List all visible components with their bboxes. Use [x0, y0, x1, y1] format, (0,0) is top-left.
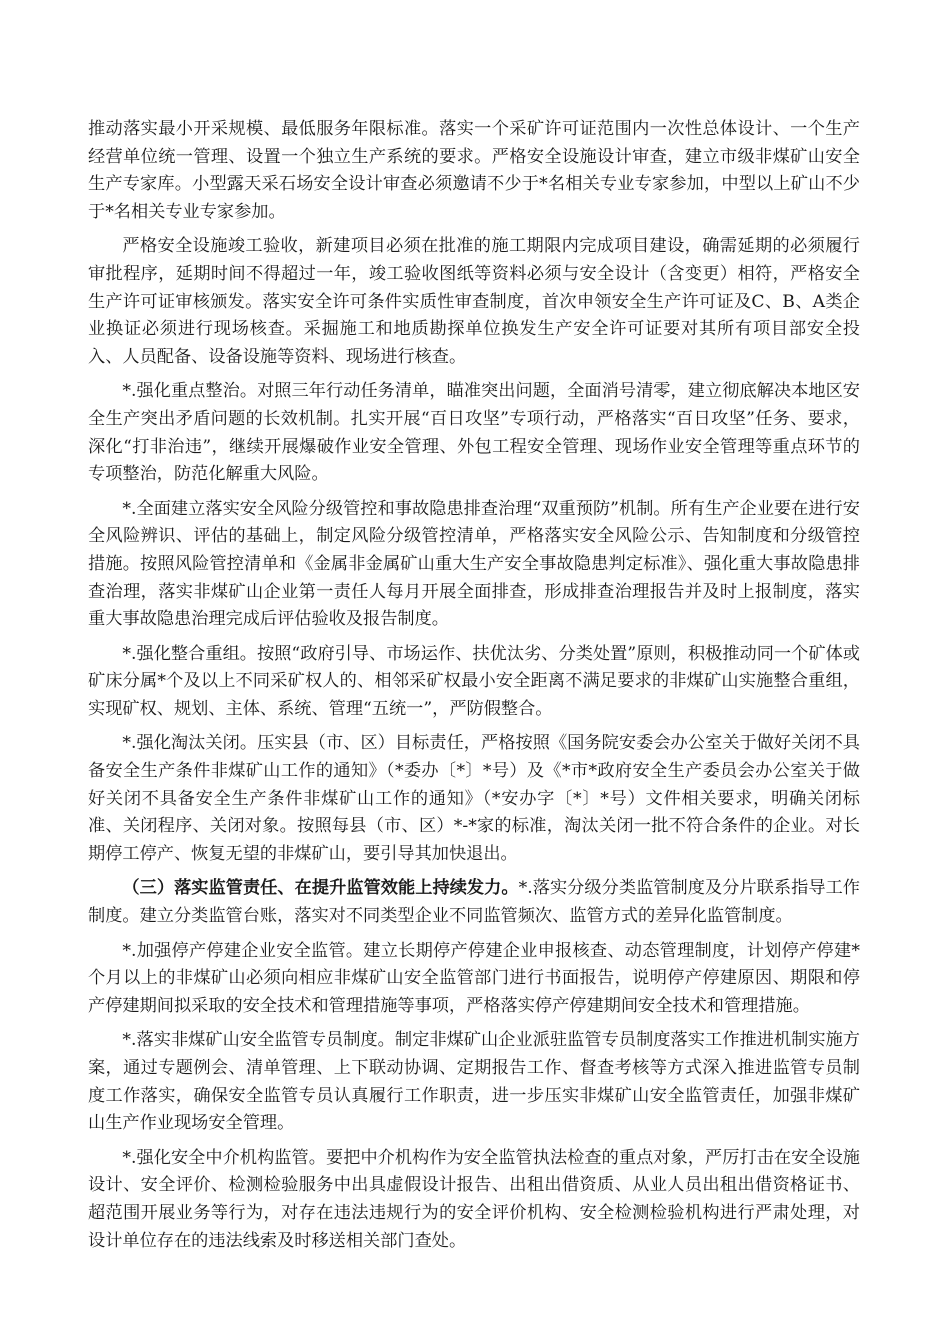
paragraph-text: 推动落实最小开采规模、最低服务年限标准。落实一个采矿许可证范围内一次性总体设计、一个生产经营单位统一管理、设置一个独立生产系统的要求。严格安全设施设计审查，建立市级非煤矿山安全生产专家库。小型露天采石场安全设计审查必须邀请不少于*名相关专业专家参加，中型以上矿山不少于*名相关专业专家参加。 [88, 119, 860, 222]
paragraph-text: *.强化安全中介机构监管。要把中介机构作为安全监管执法检查的重点对象，严厉打击在安全设施设计、安全评价、检测检验服务中出具虚假设计报告、出租出借资质、从业人员出租出借资格证书、超范围开展业务等行为，对存在违法违规行为的安全评价机构、安全检测检验机构进行严肃处理，对设计单位存在的违法线索及时移送相关部门查处。 [88, 1147, 860, 1251]
paragraph-text: *.落实分级分类监管制度及分片联系指导工作制度。建立分类监管台账，落实对不同类型企业不同监管频次、监管方式的差异化监管制度。 [88, 878, 860, 927]
paragraph-text: *.强化重点整治。对照三年行动任务清单，瞄准突出问题，全面消号清零，建立彻底解决本地区安全生产突出矛盾问题的长效机制。扎实开展“百日攻坚”专项行动，严格落实“百日攻坚”任务、要求，深化“打非治违”，继续开展爆破作业安全管理、外包工程安全管理、现场作业安全管理等重点环节的专项整治，防范化解重大风险。 [88, 381, 860, 485]
paragraph-5 [88, 641, 860, 724]
paragraph-text: *.全面建立落实安全风险分级管控和事故隐患排查治理“双重预防”机制。所有生产企业要在进行安全风险辨识、评估的基础上，制定风险分级管控清单，严格落实安全风险公示、告知制度和分级管控措施。按照风险管控清单和《金属非金属矿山重大生产安全事故隐患判定标准》、强化重大事故隐患排查治理，落实非煤矿山企业第一责任人每月开展全面排查，形成排查治理报告并及时上报制度，落实重大事故隐患治理完成后评估验收及报告制度。 [88, 498, 860, 630]
paragraph-text: *.强化整合重组。按照“政府引导、市场运作、扶优汰劣、分类处置”原则，积极推动同一个矿体或矿床分属*个及以上不同采矿权人的、相邻采矿权最小安全距离不满足要求的非煤矿山实施整合重组，实现矿权、规划、主体、系统、管理“五统一”，严防假整合。 [88, 643, 860, 719]
paragraph-7 [88, 875, 860, 930]
document-body [88, 116, 860, 1262]
paragraph-1 [88, 116, 860, 226]
paragraph-8 [88, 938, 860, 1021]
section-heading: （三）落实监管责任、在提升监管效能上持续发力。 [122, 878, 519, 899]
paragraph-text: *.加强停产停建企业安全监管。建立长期停产停建企业申报核查、动态管理制度，计划停产停建*个月以上的非煤矿山必须向相应非煤矿山安全监管部门进行书面报告，说明停产停建原因、期限和停产停建期间拟采取的安全技术和管理措施等事项，严格落实停产停建期间安全技术和管理措施。 [88, 940, 860, 1016]
paragraph-text: 严格安全设施竣工验收，新建项目必须在批准的施工期限内完成项目建设，确需延期的必须履行审批程序，延期时间不得超过一年，竣工验收图纸等资料必须与安全设计（含变更）相符，严格安全生产许可证审核颁发。落实安全许可条件实质性审查制度，首次申领安全生产许可证及C、B、A类企业换证必须进行现场核查。采掘施工和地质勘探单位换发生产安全许可证要对其所有项目部安全投入、人员配备、设备设施等资料、现场进行核查。 [88, 236, 860, 367]
paragraph-10 [88, 1145, 860, 1255]
paragraph-3 [88, 378, 860, 488]
paragraph-2 [88, 233, 860, 371]
paragraph-9 [88, 1027, 860, 1137]
paragraph-text: *.强化淘汰关闭。压实县（市、区）目标责任，严格按照《国务院安委会办公室关于做好关闭不具备安全生产条件非煤矿山工作的通知》（*委办〔*〕*号）及《*市*政府安全生产委员会办公室关于做好关闭不具备安全生产条件非煤矿山工作的通知》（*安办字〔*〕*号）文件相关要求，明确关闭标准、关闭程序、关闭对象。按照每县（市、区）*-*家的标准，淘汰关闭一批不符合条件的企业。对长期停工停产、恢复无望的非煤矿山，要引导其加快退出。 [88, 733, 860, 864]
paragraph-4 [88, 496, 860, 634]
paragraph-text: *.落实非煤矿山安全监管专员制度。制定非煤矿山企业派驻监管专员制度落实工作推进机制实施方案，通过专题例会、清单管理、上下联动协调、定期报告工作、督查考核等方式深入推进监管专员制度工作落实，确保安全监管专员认真履行工作职责，进一步压实非煤矿山安全监管责任，加强非煤矿山生产作业现场安全管理。 [88, 1030, 860, 1134]
paragraph-6 [88, 730, 860, 868]
